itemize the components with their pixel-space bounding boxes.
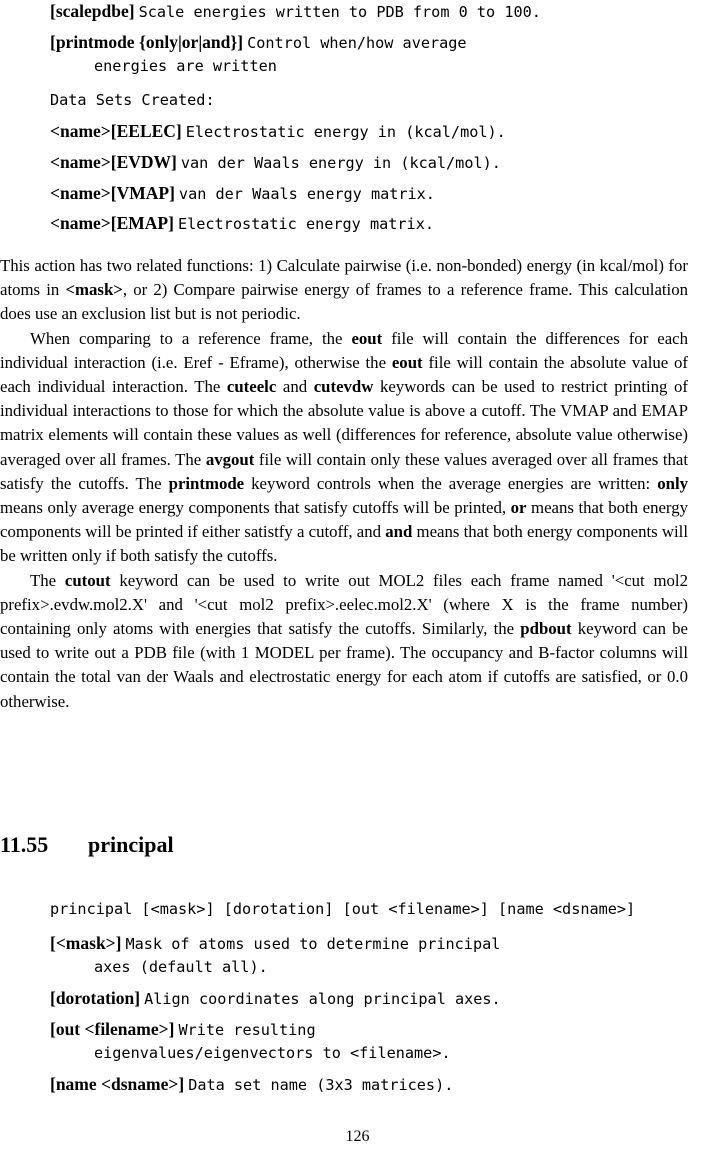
- paragraph-1: This action has two related functions: 1) Calculate pairwise (i.e. non-bonded) energy (in kcal/mol) for atoms in <mask>, or 2) Compare pairwise energy of frames to a reference frame. This calculation does use an exclusion list but is not periodic.: [0, 256, 688, 324]
- paragraph-3: The cutout keyword can be used to write out MOL2 files each frame named '<cut mol2 prefix>.evdw.mol2.X' and '<cut mol2 prefix>.eelec.mol2.X' (where X is the frame number) containing only atoms with energies that satisfy the cutoffs. Similarly, the pdbout keyword can be used to write out a PDB file (with 1 MODEL per frame). The occupancy and B-factor columns will contain the total van der Waals and electrostatic energy for each atom if cutoffs are satisfied, or 0.0 otherwise.: [0, 570, 688, 711]
- option-out: [out <filename>] Write resulting eigenvalues/eigenvectors to <filename>.: [50, 1019, 451, 1062]
- option-printmode: [printmode {only|or|and}] Control when/how average energies are written: [50, 32, 467, 75]
- section-title: principal: [88, 832, 174, 857]
- description-text: [0, 254, 688, 714]
- datasets-header: Data Sets Created:: [50, 91, 215, 109]
- section-heading: [0, 832, 174, 858]
- option-name: [name <dsname>] Data set name (3x3 matrices).: [50, 1074, 454, 1094]
- page-number: 126: [345, 1128, 370, 1145]
- dataset-vmap: <name>[VMAP] van der Waals energy matrix.: [50, 183, 435, 203]
- option-dorotation: [dorotation] Align coordinates along principal axes.: [50, 988, 501, 1008]
- option-scalepdbe: [scalepdbe] Scale energies written to PDB from 0 to 100.: [50, 1, 541, 21]
- usage-syntax: principal [<mask>] [dorotation] [out <filename>] [name <dsname>]: [50, 900, 636, 918]
- option-mask: [<mask>] Mask of atoms used to determine principal axes (default all).: [50, 933, 501, 976]
- section-number: 11.55: [0, 832, 49, 857]
- paragraph-2: When comparing to a reference frame, the eout file will contain the differences for each individual interaction (i.e. Eref - Eframe), otherwise the eout file will contain the absolute value of each individual interaction. The cuteelc and cutevdw keywords can be used to restrict printing of individual interactions to those for which the absolute value is above a cutoff. The VMAP and EMAP matrix elements will contain these values as well (differences for reference, absolute value otherwise) averaged over all frames. The avgout file will contain only these values averaged over all frames that satisfy the cutoffs. The printmode keyword controls when the average energies are written: only means only average energy components that satisfy cutoffs will be printed, or means that both energy components will be printed if either satistfy a cutoff, and and means that both energy components will be written only if both satisfy the cutoffs.: [0, 328, 689, 566]
- dataset-evdw: <name>[EVDW] van der Waals energy in (kcal/mol).: [50, 152, 501, 172]
- dataset-emap: <name>[EMAP] Electrostatic energy matrix.: [50, 213, 434, 233]
- dataset-eelec: <name>[EELEC] Electrostatic energy in (kcal/mol).: [50, 121, 506, 141]
